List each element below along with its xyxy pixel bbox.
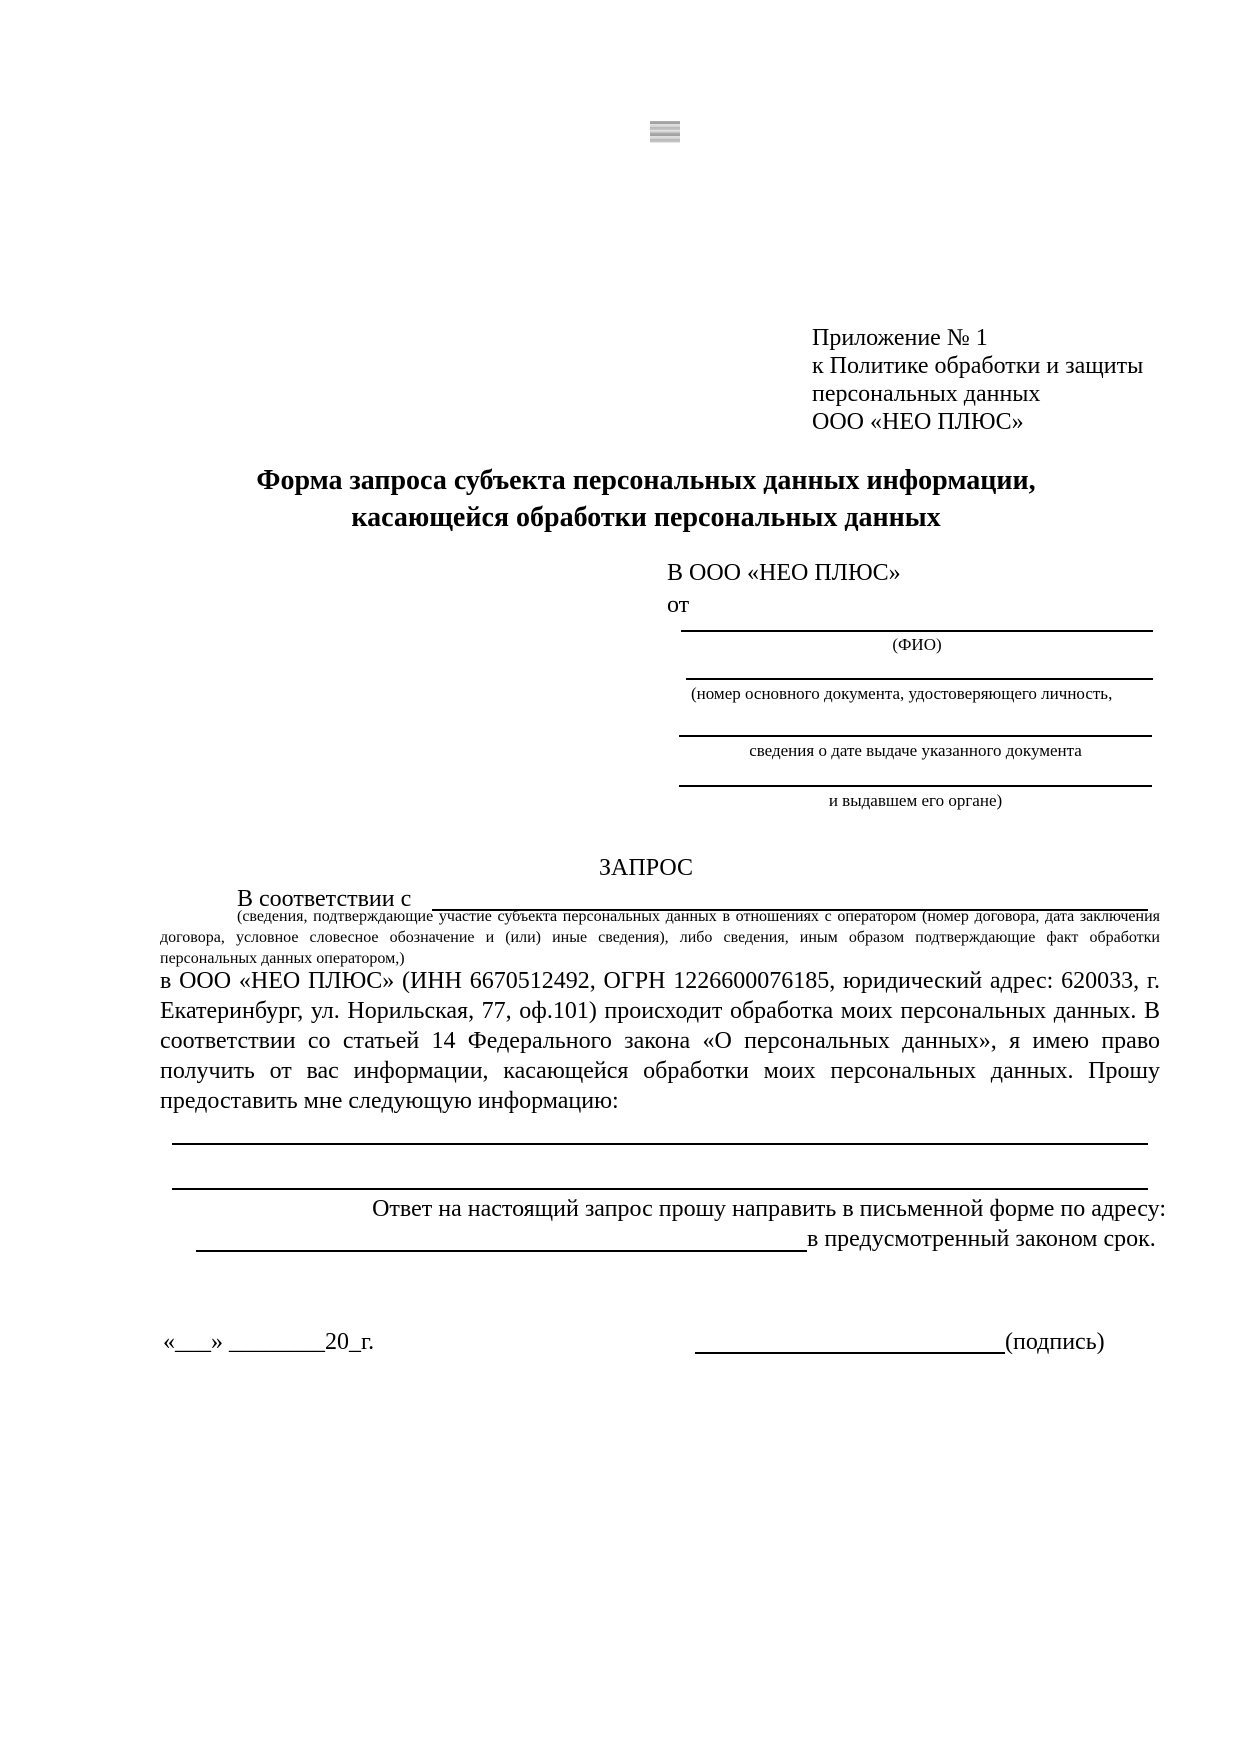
document-title — [126, 462, 1166, 536]
document-title-line-1: Форма запроса субъекта персональных данных информации, — [256, 465, 1036, 496]
document-title-line-2: касающейся обработки персональных данных — [351, 502, 941, 533]
info-blank-line-2 — [172, 1188, 1148, 1190]
annex-line-3: персональных данных — [812, 381, 1041, 407]
body-paragraph: в ООО «НЕО ПЛЮС» (ИНН 6670512492, ОГРН 1226600076185, юридический адрес: 620033, г. Екатеринбург, ул. Норильская, 77, оф.101) происходит обработка моих персональных данных. В соответствии со статьей 14 Федерального закона «О персональных данных», я имею право получить от вас информации, касающейся обработки моих персональных данных. Прошу предоставить мне следующую информацию: — [160, 968, 1160, 1114]
doc-issuer-blank-line — [679, 785, 1152, 787]
fio-field-label: (ФИО) — [892, 635, 942, 654]
annex-line-1: Приложение № 1 — [812, 325, 988, 351]
doc-issuer-field-label: и выдавшем его органе) — [828, 791, 1003, 810]
doc-issue-date-blank-line — [679, 735, 1152, 737]
info-blank-line-1 — [172, 1143, 1148, 1145]
annex-header — [812, 324, 1143, 436]
signature-label: (подпись) — [1005, 1329, 1105, 1355]
date-placeholder: «___» ________20_г. — [163, 1329, 375, 1355]
doc-issue-date-field-label: сведения о дате выдаче указанного документа — [749, 741, 1082, 760]
reply-address-blank-line — [196, 1250, 807, 1252]
footnote-text: (сведения, подтверждающие участие субъекта персональных данных в отношениях с оператором (номер договора, дата заключения договора, условное словесное обозначение и (или) иные сведения), либо сведения, иным образом подтверждающие факт обработки персональных данных оператором,) — [160, 908, 1160, 967]
reply-address-text: Ответ на настоящий запрос прошу направить в письменной форме по адресу: — [372, 1196, 1166, 1222]
signature-blank-line — [695, 1352, 1005, 1354]
from-label: от — [667, 592, 690, 618]
addressee-text: В ООО «НЕО ПЛЮС» — [667, 560, 901, 586]
annex-line-2: к Политике обработки и защиты — [812, 353, 1144, 379]
doc-number-blank-line — [686, 678, 1153, 680]
embedded-image-placeholder-icon — [650, 121, 680, 143]
annex-line-4: ООО «НЕО ПЛЮС» — [812, 409, 1024, 435]
fio-blank-line — [681, 630, 1153, 632]
request-heading: ЗАПРОС — [599, 855, 693, 881]
doc-number-field-label: (номер основного документа, удостоверяющего личность, — [691, 684, 1113, 703]
reply-suffix-text: в предусмотренный законом срок. — [807, 1226, 1156, 1252]
accordance-label: В соответствии с — [237, 886, 412, 912]
